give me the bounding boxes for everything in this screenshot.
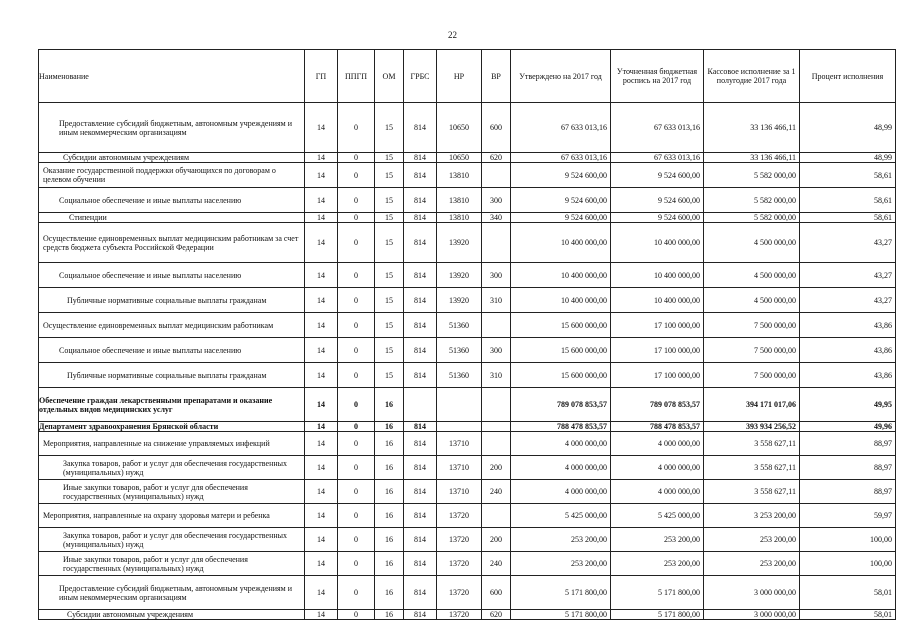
cell-vr: 310 [482, 288, 511, 313]
cell-nr: 13720 [437, 552, 482, 576]
cell-ppgp: 0 [338, 528, 375, 552]
cell-vr: 340 [482, 213, 511, 223]
cell-gp: 14 [305, 288, 338, 313]
cell-grbs: 814 [404, 432, 437, 456]
cell-gp: 14 [305, 456, 338, 480]
row-name: Социальное обеспечение и иные выплаты населению [39, 263, 305, 288]
cell-nr: 13810 [437, 188, 482, 213]
row-name: Иные закупки товаров, работ и услуг для обеспечения государственных (муниципальных) нужд [39, 552, 305, 576]
header-approved: Утверждено на 2017 год [511, 50, 611, 103]
row-name: Обеспечение граждан лекарственными препаратами и оказание отдельных видов медицинских услуг [39, 388, 305, 422]
table-row [39, 263, 896, 288]
cell-om: 16 [375, 504, 404, 528]
cell-gp: 14 [305, 432, 338, 456]
cell-ppgp: 0 [338, 103, 375, 153]
cell-approved: 10 400 000,00 [511, 223, 611, 263]
cell-refined: 5 425 000,00 [611, 504, 704, 528]
cell-gp: 14 [305, 153, 338, 163]
cell-ppgp: 0 [338, 223, 375, 263]
cell-percent: 43,27 [800, 223, 896, 263]
cell-nr: 51360 [437, 338, 482, 363]
cell-refined: 10 400 000,00 [611, 288, 704, 313]
cell-nr: 10650 [437, 153, 482, 163]
table-row [39, 223, 896, 263]
cell-ppgp: 0 [338, 153, 375, 163]
cell-vr: 300 [482, 338, 511, 363]
row-name: Департамент здравоохранения Брянской области [39, 422, 305, 432]
cell-grbs: 814 [404, 313, 437, 338]
row-name: Закупка товаров, работ и услуг для обеспечения государственных (муниципальных) нужд [39, 528, 305, 552]
cell-ppgp: 0 [338, 163, 375, 188]
cell-percent: 100,00 [800, 552, 896, 576]
cell-vr [482, 422, 511, 432]
cell-cash: 3 558 627,11 [704, 480, 800, 504]
cell-vr: 200 [482, 528, 511, 552]
cell-vr: 200 [482, 456, 511, 480]
cell-om: 15 [375, 263, 404, 288]
row-name: Оказание государственной поддержки обучающихся по договорам о целевом обучении [39, 163, 305, 188]
cell-grbs: 814 [404, 223, 437, 263]
cell-vr [482, 313, 511, 338]
cell-grbs [404, 388, 437, 422]
cell-nr: 13920 [437, 263, 482, 288]
header-om: ОМ [375, 50, 404, 103]
header-vr: ВР [482, 50, 511, 103]
cell-refined: 253 200,00 [611, 528, 704, 552]
cell-cash: 33 136 466,11 [704, 103, 800, 153]
cell-refined: 4 000 000,00 [611, 432, 704, 456]
cell-om: 16 [375, 388, 404, 422]
cell-grbs: 814 [404, 338, 437, 363]
row-name: Субсидии автономным учреждениям [39, 153, 305, 163]
header-grbs: ГРБС [404, 50, 437, 103]
cell-refined: 5 171 800,00 [611, 576, 704, 610]
cell-percent: 49,95 [800, 388, 896, 422]
row-name: Социальное обеспечение и иные выплаты населению [39, 188, 305, 213]
cell-approved: 789 078 853,57 [511, 388, 611, 422]
cell-percent: 48,99 [800, 103, 896, 153]
cell-om: 15 [375, 153, 404, 163]
cell-cash: 253 200,00 [704, 528, 800, 552]
cell-grbs: 814 [404, 528, 437, 552]
cell-refined: 789 078 853,57 [611, 388, 704, 422]
cell-ppgp: 0 [338, 576, 375, 610]
table-row [39, 338, 896, 363]
table-row [39, 103, 896, 153]
cell-nr: 13710 [437, 456, 482, 480]
cell-percent: 58,61 [800, 213, 896, 223]
cell-percent: 49,96 [800, 422, 896, 432]
cell-refined: 17 100 000,00 [611, 338, 704, 363]
header-gp: ГП [305, 50, 338, 103]
table-row [39, 213, 896, 223]
cell-ppgp: 0 [338, 313, 375, 338]
row-name: Публичные нормативные социальные выплаты гражданам [39, 363, 305, 388]
cell-refined: 17 100 000,00 [611, 313, 704, 338]
cell-om: 16 [375, 528, 404, 552]
cell-approved: 5 171 800,00 [511, 610, 611, 620]
cell-cash: 7 500 000,00 [704, 363, 800, 388]
cell-grbs: 814 [404, 480, 437, 504]
row-name: Публичные нормативные социальные выплаты гражданам [39, 288, 305, 313]
row-name: Иные закупки товаров, работ и услуг для обеспечения государственных (муниципальных) нужд [39, 480, 305, 504]
cell-om: 15 [375, 288, 404, 313]
budget-table [38, 49, 896, 620]
cell-percent: 43,86 [800, 313, 896, 338]
cell-gp: 14 [305, 103, 338, 153]
cell-gp: 14 [305, 188, 338, 213]
cell-cash: 4 500 000,00 [704, 288, 800, 313]
cell-grbs: 814 [404, 263, 437, 288]
cell-grbs: 814 [404, 153, 437, 163]
cell-approved: 4 000 000,00 [511, 432, 611, 456]
cell-ppgp: 0 [338, 552, 375, 576]
cell-approved: 4 000 000,00 [511, 456, 611, 480]
cell-ppgp: 0 [338, 480, 375, 504]
table-row [39, 388, 896, 422]
row-name: Социальное обеспечение и иные выплаты населению [39, 338, 305, 363]
cell-vr: 300 [482, 188, 511, 213]
cell-gp: 14 [305, 263, 338, 288]
cell-refined: 10 400 000,00 [611, 223, 704, 263]
table-row [39, 363, 896, 388]
row-name: Мероприятия, направленные на охрану здоровья матери и ребенка [39, 504, 305, 528]
header-refined: Уточненная бюджетная роспись на 2017 год [611, 50, 704, 103]
cell-om: 15 [375, 213, 404, 223]
table-row [39, 576, 896, 610]
cell-ppgp: 0 [338, 188, 375, 213]
cell-gp: 14 [305, 363, 338, 388]
cell-refined: 67 633 013,16 [611, 153, 704, 163]
header-ppgp: ППГП [338, 50, 375, 103]
cell-percent: 58,61 [800, 188, 896, 213]
table-row [39, 432, 896, 456]
cell-gp: 14 [305, 163, 338, 188]
cell-vr: 600 [482, 576, 511, 610]
cell-nr: 13810 [437, 163, 482, 188]
cell-ppgp: 0 [338, 432, 375, 456]
table-row [39, 504, 896, 528]
cell-cash: 394 171 017,06 [704, 388, 800, 422]
cell-grbs: 814 [404, 163, 437, 188]
cell-percent: 59,97 [800, 504, 896, 528]
cell-gp: 14 [305, 552, 338, 576]
cell-om: 16 [375, 480, 404, 504]
cell-nr [437, 422, 482, 432]
cell-cash: 3 253 200,00 [704, 504, 800, 528]
cell-nr: 13810 [437, 213, 482, 223]
cell-nr: 13710 [437, 480, 482, 504]
cell-approved: 9 524 600,00 [511, 188, 611, 213]
header-cash: Кассовое исполнение за 1 полугодие 2017 года [704, 50, 800, 103]
cell-vr [482, 223, 511, 263]
cell-refined: 10 400 000,00 [611, 263, 704, 288]
cell-nr: 13720 [437, 504, 482, 528]
cell-vr [482, 504, 511, 528]
table-row [39, 610, 896, 620]
cell-om: 15 [375, 103, 404, 153]
cell-ppgp: 0 [338, 610, 375, 620]
cell-approved: 5 425 000,00 [511, 504, 611, 528]
cell-percent: 88,97 [800, 480, 896, 504]
cell-approved: 10 400 000,00 [511, 288, 611, 313]
cell-vr: 310 [482, 363, 511, 388]
table-header-row [39, 50, 896, 103]
cell-ppgp: 0 [338, 388, 375, 422]
cell-gp: 14 [305, 313, 338, 338]
cell-grbs: 814 [404, 576, 437, 610]
row-name: Предоставление субсидий бюджетным, автономным учреждениям и иным некоммерческим организациям [39, 576, 305, 610]
row-name: Осуществление единовременных выплат медицинским работникам [39, 313, 305, 338]
row-name: Осуществление единовременных выплат медицинским работникам за счет средств бюджета субъекта Российской Федерации [39, 223, 305, 263]
cell-grbs: 814 [404, 103, 437, 153]
cell-gp: 14 [305, 576, 338, 610]
cell-percent: 88,97 [800, 456, 896, 480]
cell-cash: 253 200,00 [704, 552, 800, 576]
cell-vr: 620 [482, 610, 511, 620]
cell-gp: 14 [305, 480, 338, 504]
cell-refined: 4 000 000,00 [611, 456, 704, 480]
cell-approved: 15 600 000,00 [511, 313, 611, 338]
cell-grbs: 814 [404, 288, 437, 313]
cell-vr [482, 432, 511, 456]
cell-cash: 5 582 000,00 [704, 188, 800, 213]
cell-percent: 43,27 [800, 263, 896, 288]
cell-approved: 9 524 600,00 [511, 213, 611, 223]
cell-gp: 14 [305, 610, 338, 620]
table-row [39, 313, 896, 338]
cell-cash: 4 500 000,00 [704, 263, 800, 288]
cell-om: 15 [375, 363, 404, 388]
cell-percent: 43,27 [800, 288, 896, 313]
table-row [39, 480, 896, 504]
table-row [39, 552, 896, 576]
table-row [39, 163, 896, 188]
cell-om: 15 [375, 188, 404, 213]
cell-ppgp: 0 [338, 263, 375, 288]
cell-approved: 15 600 000,00 [511, 363, 611, 388]
cell-gp: 14 [305, 422, 338, 432]
cell-approved: 4 000 000,00 [511, 480, 611, 504]
cell-grbs: 814 [404, 213, 437, 223]
cell-refined: 9 524 600,00 [611, 213, 704, 223]
cell-refined: 253 200,00 [611, 552, 704, 576]
cell-cash: 33 136 466,11 [704, 153, 800, 163]
cell-om: 15 [375, 163, 404, 188]
cell-om: 16 [375, 422, 404, 432]
cell-percent: 48,99 [800, 153, 896, 163]
cell-cash: 3 000 000,00 [704, 610, 800, 620]
cell-percent: 58,01 [800, 576, 896, 610]
cell-refined: 788 478 853,57 [611, 422, 704, 432]
table-row [39, 288, 896, 313]
cell-ppgp: 0 [338, 456, 375, 480]
cell-vr: 620 [482, 153, 511, 163]
cell-cash: 3 558 627,11 [704, 456, 800, 480]
cell-nr: 10650 [437, 103, 482, 153]
header-percent: Процент исполнения [800, 50, 896, 103]
cell-gp: 14 [305, 338, 338, 363]
cell-vr [482, 388, 511, 422]
cell-ppgp: 0 [338, 422, 375, 432]
cell-percent: 88,97 [800, 432, 896, 456]
table-row [39, 153, 896, 163]
cell-grbs: 814 [404, 422, 437, 432]
cell-gp: 14 [305, 213, 338, 223]
cell-cash: 7 500 000,00 [704, 313, 800, 338]
cell-approved: 253 200,00 [511, 552, 611, 576]
row-name: Предоставление субсидий бюджетным, автономным учреждениям и иным некоммерческим организациям [39, 103, 305, 153]
cell-grbs: 814 [404, 188, 437, 213]
cell-cash: 3 000 000,00 [704, 576, 800, 610]
cell-grbs: 814 [404, 552, 437, 576]
cell-refined: 17 100 000,00 [611, 363, 704, 388]
cell-gp: 14 [305, 504, 338, 528]
cell-om: 15 [375, 313, 404, 338]
row-name: Закупка товаров, работ и услуг для обеспечения государственных (муниципальных) нужд [39, 456, 305, 480]
cell-cash: 5 582 000,00 [704, 163, 800, 188]
cell-approved: 5 171 800,00 [511, 576, 611, 610]
table-row [39, 456, 896, 480]
cell-approved: 9 524 600,00 [511, 163, 611, 188]
row-name: Стипендии [39, 213, 305, 223]
cell-nr [437, 388, 482, 422]
cell-nr: 13720 [437, 610, 482, 620]
cell-ppgp: 0 [338, 288, 375, 313]
cell-ppgp: 0 [338, 504, 375, 528]
cell-cash: 3 558 627,11 [704, 432, 800, 456]
cell-approved: 788 478 853,57 [511, 422, 611, 432]
cell-cash: 5 582 000,00 [704, 213, 800, 223]
cell-vr: 300 [482, 263, 511, 288]
cell-nr: 51360 [437, 363, 482, 388]
cell-cash: 4 500 000,00 [704, 223, 800, 263]
cell-percent: 58,61 [800, 163, 896, 188]
cell-approved: 10 400 000,00 [511, 263, 611, 288]
cell-ppgp: 0 [338, 338, 375, 363]
cell-percent: 58,01 [800, 610, 896, 620]
cell-gp: 14 [305, 528, 338, 552]
cell-om: 15 [375, 338, 404, 363]
cell-nr: 13710 [437, 432, 482, 456]
cell-vr: 600 [482, 103, 511, 153]
table-row [39, 528, 896, 552]
cell-nr: 13920 [437, 223, 482, 263]
cell-om: 16 [375, 456, 404, 480]
cell-nr: 51360 [437, 313, 482, 338]
cell-approved: 15 600 000,00 [511, 338, 611, 363]
cell-nr: 13720 [437, 528, 482, 552]
cell-approved: 67 633 013,16 [511, 103, 611, 153]
cell-refined: 9 524 600,00 [611, 188, 704, 213]
row-name: Субсидии автономным учреждениям [39, 610, 305, 620]
cell-ppgp: 0 [338, 213, 375, 223]
page-number: 22 [448, 30, 457, 40]
cell-vr: 240 [482, 480, 511, 504]
cell-om: 16 [375, 576, 404, 610]
cell-om: 16 [375, 432, 404, 456]
cell-grbs: 814 [404, 610, 437, 620]
cell-grbs: 814 [404, 363, 437, 388]
cell-nr: 13920 [437, 288, 482, 313]
cell-refined: 4 000 000,00 [611, 480, 704, 504]
cell-gp: 14 [305, 223, 338, 263]
cell-approved: 253 200,00 [511, 528, 611, 552]
cell-om: 15 [375, 223, 404, 263]
cell-vr [482, 163, 511, 188]
cell-gp: 14 [305, 388, 338, 422]
cell-ppgp: 0 [338, 363, 375, 388]
cell-percent: 100,00 [800, 528, 896, 552]
cell-refined: 5 171 800,00 [611, 610, 704, 620]
cell-refined: 9 524 600,00 [611, 163, 704, 188]
cell-percent: 43,86 [800, 338, 896, 363]
cell-approved: 67 633 013,16 [511, 153, 611, 163]
cell-om: 16 [375, 552, 404, 576]
cell-nr: 13720 [437, 576, 482, 610]
cell-grbs: 814 [404, 456, 437, 480]
cell-om: 16 [375, 610, 404, 620]
cell-refined: 67 633 013,16 [611, 103, 704, 153]
table-row [39, 188, 896, 213]
cell-percent: 43,86 [800, 363, 896, 388]
cell-vr: 240 [482, 552, 511, 576]
header-nr: НР [437, 50, 482, 103]
row-name: Мероприятия, направленные на снижение управляемых инфекций [39, 432, 305, 456]
table-row [39, 422, 896, 432]
cell-cash: 393 934 256,52 [704, 422, 800, 432]
header-name: Наименование [39, 50, 305, 103]
cell-cash: 7 500 000,00 [704, 338, 800, 363]
cell-grbs: 814 [404, 504, 437, 528]
